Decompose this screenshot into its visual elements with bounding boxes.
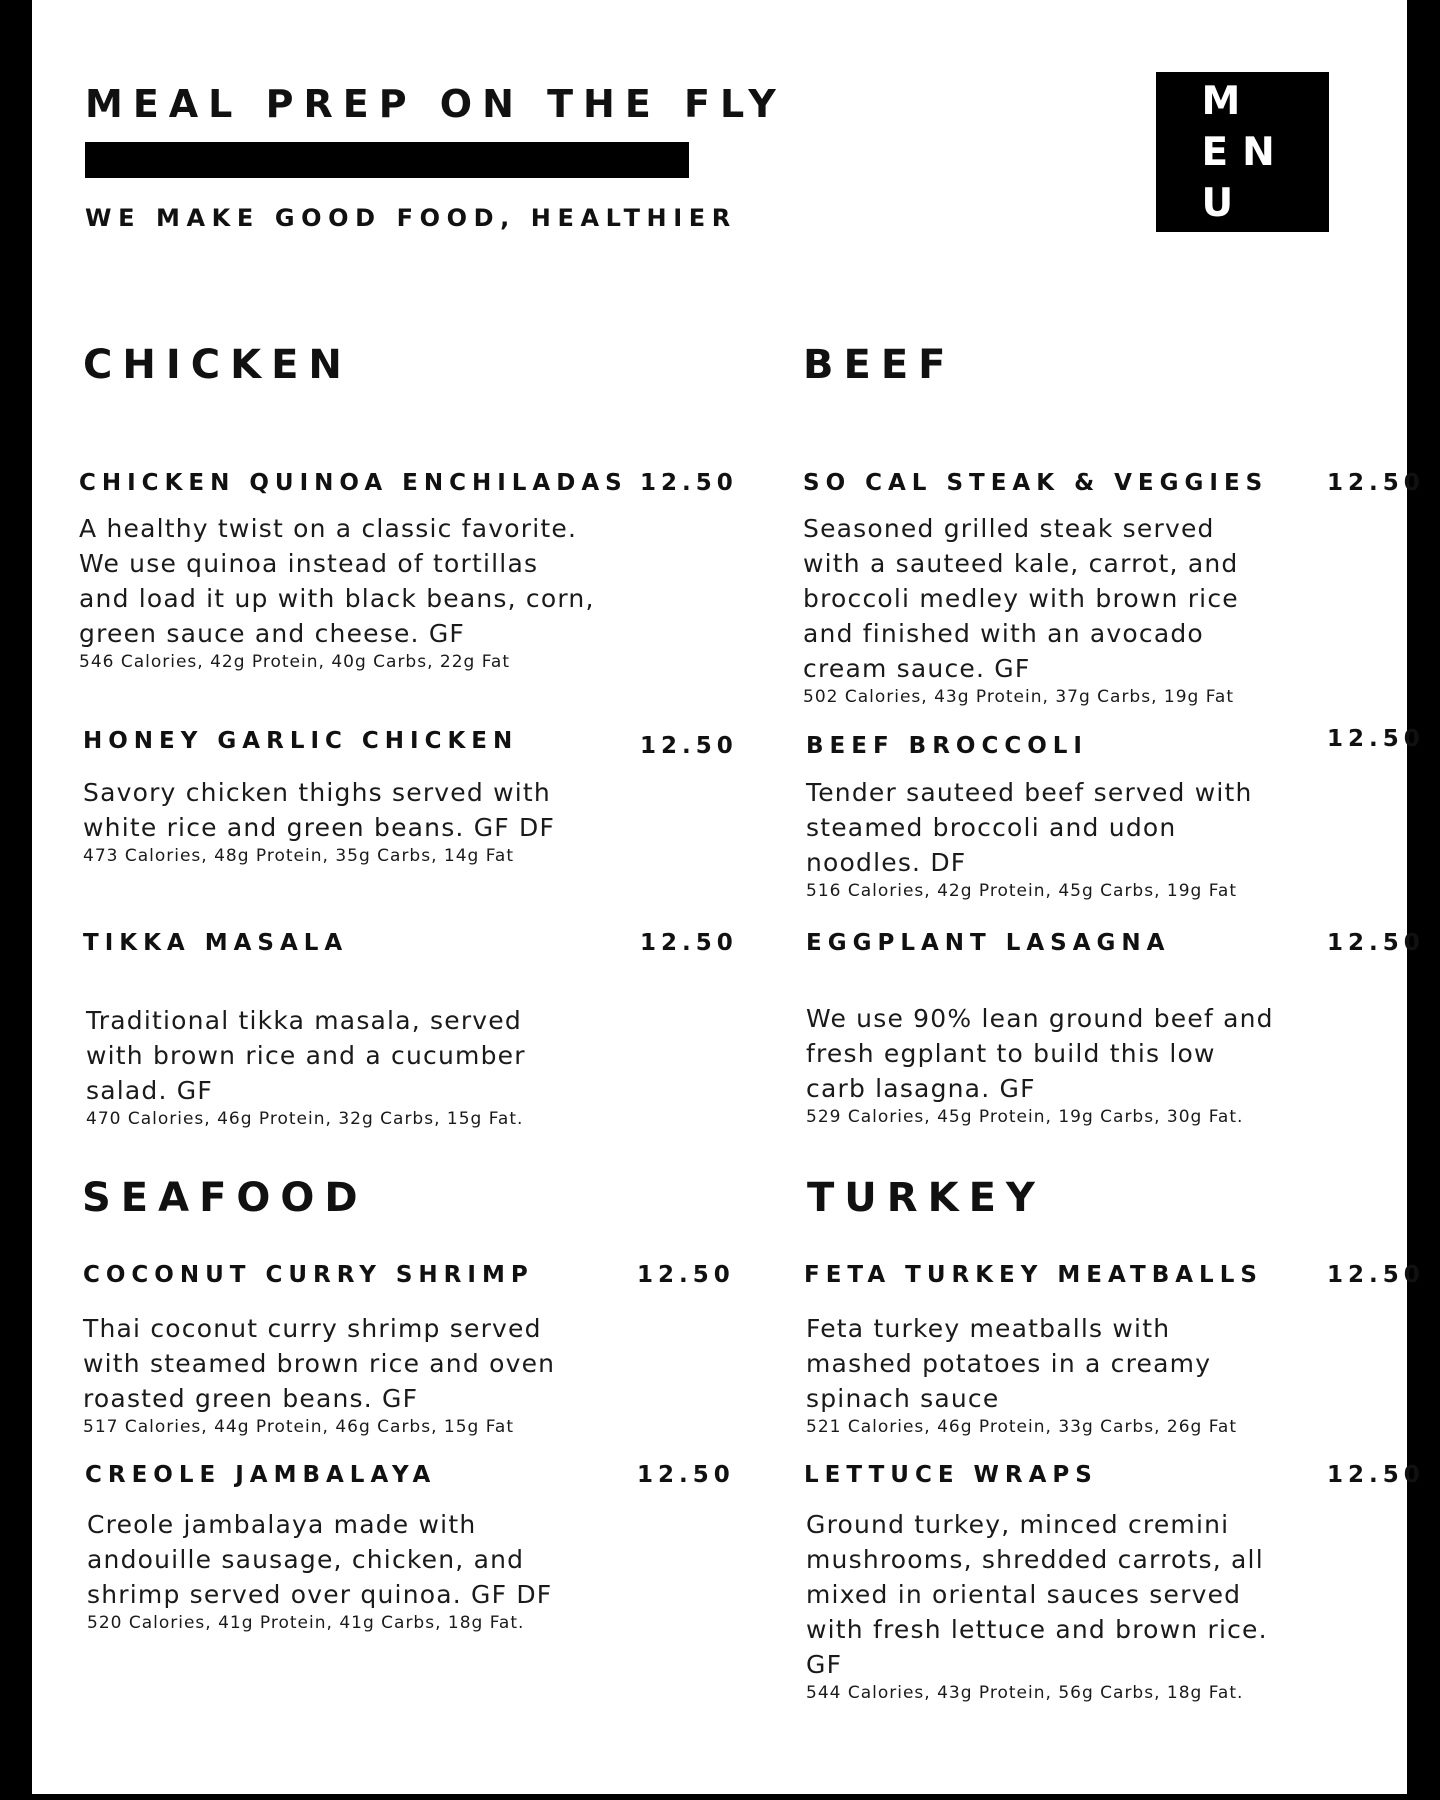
menu-badge-text: MENU (1201, 78, 1289, 226)
brand-underline-bar (85, 142, 689, 178)
item-nutrition: 517 Calories, 44g Protein, 46g Carbs, 15g Fat (83, 1417, 515, 1437)
item-nutrition: 521 Calories, 46g Protein, 33g Carbs, 26g Fat (806, 1417, 1238, 1437)
item-price: 12.50 (1327, 1462, 1425, 1488)
menu-item-tikka-masala (83, 930, 738, 1130)
item-nutrition: 544 Calories, 43g Protein, 56g Carbs, 18g Fat. (806, 1683, 1244, 1703)
section-title-beef: BEEF (803, 342, 956, 388)
item-price: 12.50 (637, 1262, 735, 1288)
item-price: 12.50 (1327, 470, 1425, 496)
item-name: SO CAL STEAK & VEGGIES (803, 470, 1269, 496)
menu-item-chicken-quinoa-enchiladas (79, 470, 738, 673)
item-name: EGGPLANT LASAGNA (806, 930, 1171, 956)
menu-item-eggplant-lasagna (806, 930, 1425, 1128)
item-name: COCONUT CURRY SHRIMP (83, 1262, 534, 1288)
item-nutrition: 520 Calories, 41g Protein, 41g Carbs, 18g Fat. (87, 1613, 525, 1633)
menu-item-lettuce-wraps (804, 1462, 1425, 1704)
item-name: LETTUCE WRAPS (804, 1462, 1098, 1488)
menu-item-beef-broccoli (806, 726, 1425, 902)
menu-item-feta-turkey-meatballs (804, 1262, 1425, 1438)
menu-item-coconut-curry-shrimp (83, 1262, 735, 1438)
item-nutrition: 473 Calories, 48g Protein, 35g Carbs, 14g Fat (83, 846, 515, 866)
item-price: 12.50 (640, 733, 738, 759)
item-nutrition: 470 Calories, 46g Protein, 32g Carbs, 15g Fat. (86, 1109, 524, 1129)
item-description: Feta turkey meatballs with mashed potatoes in a creamy spinach sauce (806, 1314, 1212, 1413)
item-price: 12.50 (1327, 726, 1425, 752)
item-nutrition: 529 Calories, 45g Protein, 19g Carbs, 30g Fat. (806, 1107, 1244, 1127)
item-price: 12.50 (1327, 1262, 1425, 1288)
brand-title: MEAL PREP ON THE FLY (85, 82, 786, 126)
item-description: A healthy twist on a classic favorite. We use quinoa instead of tortillas and load it up with black beans, corn, green sauce and cheese. GF (79, 514, 595, 648)
item-name: BEEF BROCCOLI (806, 733, 1088, 759)
item-nutrition: 546 Calories, 42g Protein, 40g Carbs, 22g Fat (79, 652, 511, 672)
item-description: Savory chicken thighs served with white rice and green beans. GF DF (83, 778, 556, 842)
item-price: 12.50 (1327, 930, 1425, 956)
item-name: FETA TURKEY MEATBALLS (804, 1262, 1263, 1288)
menu-badge (1156, 72, 1329, 232)
item-name: CHICKEN QUINOA ENCHILADAS (79, 470, 628, 496)
section-title-chicken: CHICKEN (83, 342, 352, 388)
menu-page (32, 0, 1425, 1794)
item-description: We use 90% lean ground beef and fresh egplant to build this low carb lasagna. GF (806, 1004, 1274, 1103)
item-name: CREOLE JAMBALAYA (85, 1462, 437, 1488)
menu-item-so-cal-steak-veggies (803, 470, 1425, 708)
item-description: Traditional tikka masala, served with brown rice and a cucumber salad. GF (86, 1006, 526, 1105)
item-name: HONEY GARLIC CHICKEN (83, 728, 519, 754)
menu-item-honey-garlic-chicken (83, 728, 738, 867)
item-nutrition: 502 Calories, 43g Protein, 37g Carbs, 19g Fat (803, 687, 1235, 707)
item-price: 12.50 (640, 470, 738, 496)
item-description: Tender sauteed beef served with steamed broccoli and udon noodles. DF (806, 778, 1253, 877)
item-price: 12.50 (640, 930, 738, 956)
item-description: Creole jambalaya made with andouille sausage, chicken, and shrimp served over quinoa. GF DF (87, 1510, 553, 1609)
item-description: Seasoned grilled steak served with a sauteed kale, carrot, and broccoli medley with brown rice and finished with an avocado cream sauce. GF (803, 514, 1239, 683)
section-title-seafood: SEAFOOD (82, 1175, 368, 1221)
item-name: TIKKA MASALA (83, 930, 349, 956)
tagline: WE MAKE GOOD FOOD, HEALTHIER (85, 204, 737, 232)
item-description: Ground turkey, minced cremini mushrooms, shredded carrots, all mixed in oriental sauces served with fresh lettuce and brown rice. GF (806, 1510, 1268, 1679)
menu-item-creole-jambalaya (85, 1462, 735, 1634)
item-description: Thai coconut curry shrimp served with steamed brown rice and oven roasted green beans. GF (83, 1314, 556, 1413)
item-price: 12.50 (637, 1462, 735, 1488)
item-nutrition: 516 Calories, 42g Protein, 45g Carbs, 19g Fat (806, 881, 1238, 901)
section-title-turkey: TURKEY (807, 1175, 1045, 1221)
